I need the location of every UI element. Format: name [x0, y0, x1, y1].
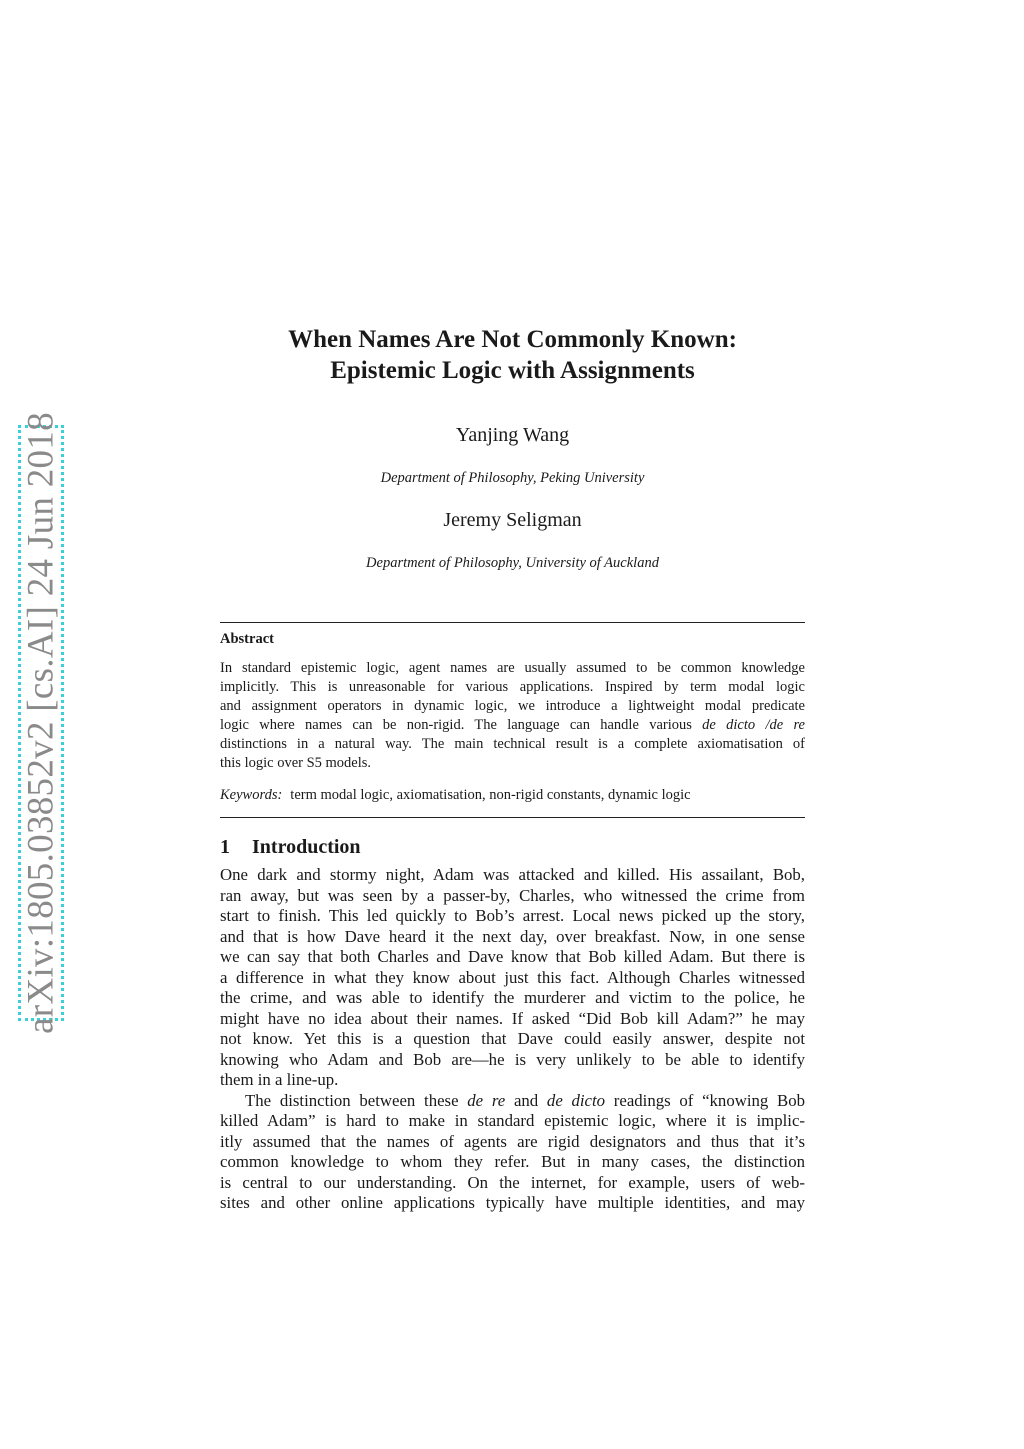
body-line: killed Adam” is hard to make in standard epistemic logic, where it is implic- [220, 1111, 805, 1130]
body-line: them in a line-up. [220, 1070, 339, 1089]
title-line-1: When Names Are Not Commonly Known: [288, 326, 737, 353]
body-line: start to finish. This led quickly to Bob’s arrest. Local news picked up the story, [220, 906, 805, 925]
abstract-line-text: logic where names can be non-rigid. The language can handle various [220, 717, 703, 733]
body-italic-phrase: de dicto [546, 1090, 606, 1110]
author-name: Yanjing Wang [455, 424, 570, 446]
keywords [220, 786, 805, 805]
body-line: a difference in what they know about just this fact. Although Charles witnessed [220, 967, 805, 987]
section-body [220, 865, 805, 1214]
abstract-line: and assignment operators in dynamic logic, we introduce a lightweight modal predicate [220, 698, 805, 714]
body-line: might have no idea about their names. If asked “Did Bob kill Adam?” he may [220, 1008, 805, 1028]
abstract-italic-phrase: de dicto /de re [702, 717, 805, 733]
body-line: and that is how Dave heard it the next day, over breakfast. Now, in one sense [220, 926, 805, 946]
keywords-list: term modal logic, axiomatisation, non-rigid constants, dynamic logic [290, 787, 691, 803]
author-affiliation: Department of Philosophy, Peking University [380, 470, 645, 486]
body-line: not know. Yet this is a question that Dave could easily answer, despite not [220, 1029, 805, 1048]
abstract-line: this logic over S5 models. [220, 755, 372, 771]
arxiv-identifier: arXiv:1805.03852v2 [cs.AI] 24 Jun 2018 [20, 412, 62, 1034]
abstract-heading: Abstract [220, 631, 274, 647]
body-line: ran away, but was seen by a passer-by, Charles, who witnessed the crime from [220, 885, 805, 905]
body-line: One dark and stormy night, Adam was attacked and killed. His assailant, Bob, [220, 865, 805, 884]
author-affiliation: Department of Philosophy, University of Auckland [366, 555, 659, 571]
body-line: we can say that both Charles and Dave know that Bob killed Adam. But there is [220, 947, 805, 966]
keywords-label: Keywords: [220, 787, 283, 803]
body-line: the crime, and was able to identify the murderer and victim to the police, he [220, 988, 805, 1007]
abstract-bottom-rule [220, 817, 805, 818]
body-line: itly assumed that the names of agents are rigid designators and thus that it’s [220, 1131, 805, 1151]
section-number: 1 [220, 836, 230, 858]
body-line: is central to our understanding. On the internet, for example, users of web- [220, 1172, 805, 1192]
body-line [220, 1091, 805, 1112]
author-name: Jeremy Seligman [443, 509, 582, 531]
body-text-run: readings of “knowing Bob [605, 1090, 805, 1110]
body-line: knowing who Adam and Bob are—he is very unlikely to be able to identify [220, 1049, 805, 1069]
abstract-line: In standard epistemic logic, agent names are usually assumed to be common knowledge [220, 660, 805, 676]
abstract-line [220, 716, 805, 735]
paper-title [220, 324, 805, 386]
abstract-line: distinctions in a natural way. The main technical result is a complete axiomatisation of [220, 736, 805, 752]
body-line: common knowledge to whom they refer. But in many cases, the distinction [220, 1152, 805, 1171]
body-text-run: and [505, 1090, 547, 1110]
body-text-run: The distinction between these [245, 1090, 468, 1110]
title-line-2: Epistemic Logic with Assignments [330, 357, 695, 384]
abstract-line: implicitly. This is unreasonable for various applications. Inspired by term modal logic [220, 679, 805, 695]
body-line: sites and other online applications typically have multiple identities, and may [220, 1193, 805, 1212]
body-italic-phrase: de re [467, 1090, 506, 1110]
abstract-top-rule [220, 622, 805, 623]
section-title: Introduction [252, 836, 361, 858]
section-heading [220, 835, 361, 859]
abstract-body [220, 659, 805, 773]
